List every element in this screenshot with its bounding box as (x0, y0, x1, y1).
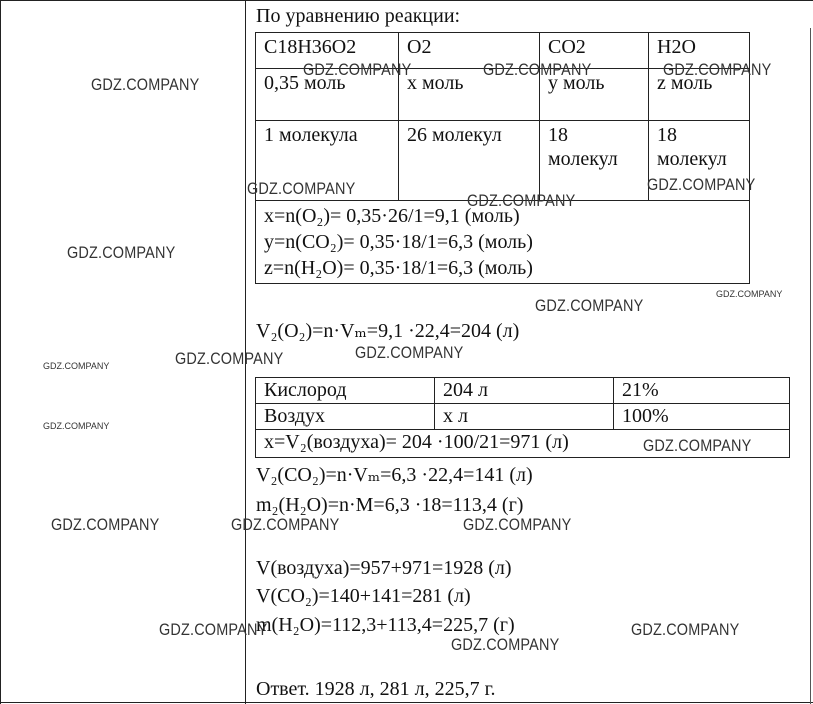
watermark: GDZ.COMPANY (303, 60, 412, 79)
watermark: GDZ.COMPANY (451, 635, 560, 654)
watermark: GDZ.COMPANY (51, 515, 160, 534)
air-row-oxygen-volume: 204 л (435, 378, 614, 404)
air-row-air-name: Воздух (256, 404, 435, 430)
calc-line-x: x=n(O₂)= 0,35·26/1=9,1 (моль) (264, 205, 520, 227)
calc-line-z: z=n(H₂O)= 0,35·18/1=6,3 (моль) (264, 257, 533, 279)
header-co2: CO2 (540, 33, 649, 69)
watermark: GDZ.COMPANY (91, 75, 200, 94)
air-row-air-percent: 100% (614, 404, 790, 430)
watermark: GDZ.COMPANY (631, 620, 740, 639)
frame-left (0, 0, 1, 704)
watermark: GDZ.COMPANY (663, 60, 772, 79)
total-co2: V(CO₂)=140+141=281 (л) (256, 585, 471, 607)
watermark: GDZ.COMPANY (43, 421, 110, 431)
watermark: GDZ.COMPANY (647, 175, 756, 194)
watermark: GDZ.COMPANY (467, 191, 576, 210)
watermark: GDZ.COMPANY (643, 436, 752, 455)
watermark: GDZ.COMPANY (231, 515, 340, 534)
frame-bottom (0, 702, 813, 703)
header-h2o: H2O (649, 33, 750, 69)
header-c18h36o2: C18H36O2 (256, 33, 399, 69)
watermark: GDZ.COMPANY (355, 343, 464, 362)
watermark: GDZ.COMPANY (483, 60, 592, 79)
frame-right (810, 28, 811, 704)
moles-h2o: z моль (649, 69, 750, 121)
moles-co2: y моль (540, 69, 649, 121)
calc-line-y: y=n(CO₂)= 0,35·18/1=6,3 (моль) (264, 231, 533, 253)
v-o2-line: V₂(O₂)=n·Vₘ=9,1 ·22,4=204 (л) (256, 320, 520, 342)
moles-o2: x моль (399, 69, 540, 121)
answer: Ответ. 1928 л, 281 л, 225,7 г. (256, 678, 496, 700)
watermark: GDZ.COMPANY (463, 515, 572, 534)
header-o2: O2 (399, 33, 540, 69)
molecules-h2o: 18 молекул (649, 121, 750, 201)
frame-top (0, 0, 813, 1)
watermark: GDZ.COMPANY (43, 361, 110, 371)
air-row-air-volume: x л (435, 404, 614, 430)
watermark: GDZ.COMPANY (175, 349, 284, 368)
watermark: GDZ.COMPANY (716, 289, 783, 299)
m-h2o-line: m₂(H₂O)=n·M=6,3 ·18=113,4 (г) (256, 494, 524, 516)
air-calc-line: x=V₂(воздуха)= 204 ·100/21=971 (л) (256, 430, 790, 458)
watermark: GDZ.COMPANY (159, 620, 268, 639)
calc-cell (256, 201, 750, 284)
v-co2-line: V₂(CO₂)=n·Vₘ=6,3 ·22,4=141 (л) (256, 464, 533, 486)
total-air: V(воздуха)=957+971=1928 (л) (256, 557, 512, 579)
heading: По уравнению реакции: (256, 5, 461, 27)
watermark: GDZ.COMPANY (247, 179, 356, 198)
molecules-o2: 26 молекул (399, 121, 540, 201)
watermark: GDZ.COMPANY (67, 243, 176, 262)
total-h2o: m(H₂O)=112,3+113,4=225,7 (г) (256, 614, 515, 636)
moles-c18h36o2: 0,35 моль (256, 69, 399, 121)
watermark: GDZ.COMPANY (535, 296, 644, 315)
molecules-c18h36o2: 1 молекула (256, 121, 399, 201)
air-row-oxygen-percent: 21% (614, 378, 790, 404)
molecules-co2: 18 молекул (540, 121, 649, 201)
air-row-oxygen-name: Кислород (256, 378, 435, 404)
